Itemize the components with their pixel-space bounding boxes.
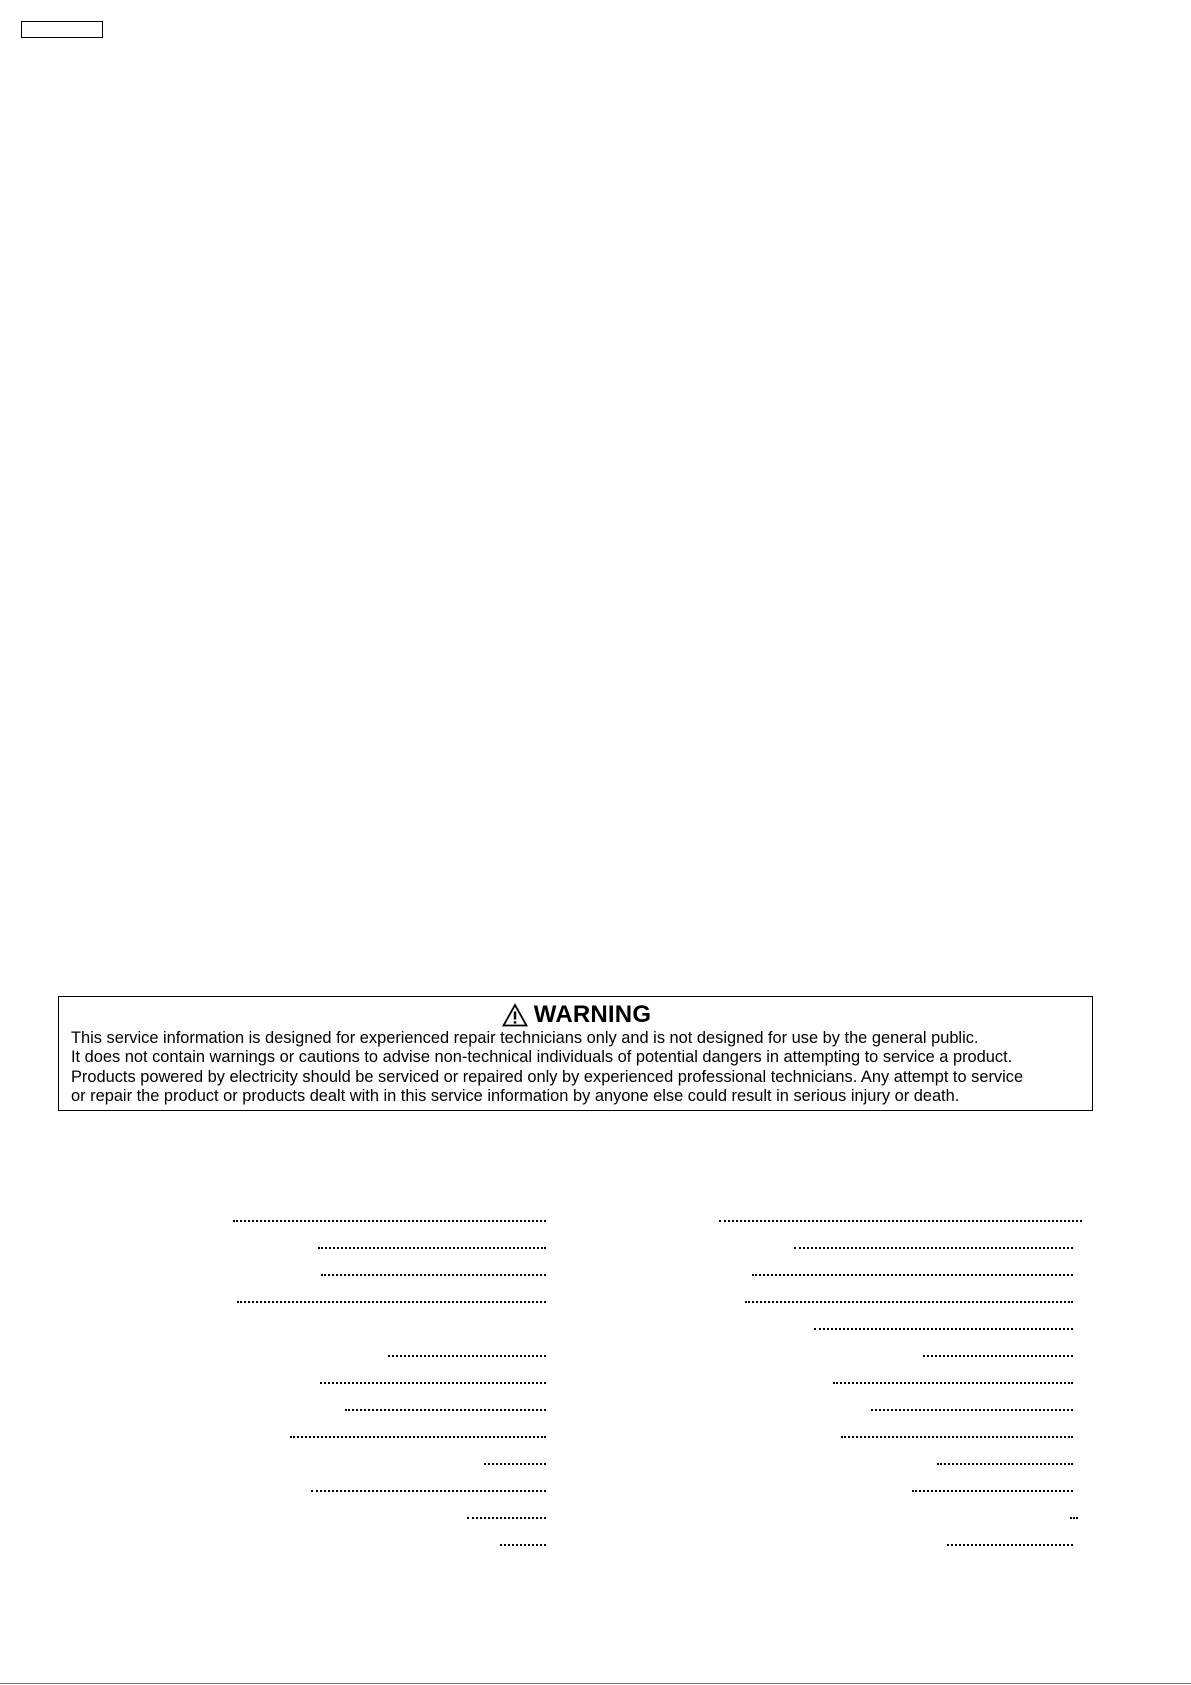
toc-leader: [833, 1382, 1073, 1384]
toc-leader: [321, 1274, 546, 1276]
toc-leader: [237, 1301, 546, 1303]
toc-leader: [745, 1301, 1073, 1303]
toc-leader: [937, 1463, 1073, 1465]
toc-leader: [871, 1409, 1073, 1411]
toc-leader: [1070, 1517, 1078, 1519]
toc-leader: [484, 1463, 546, 1465]
warning-box: [58, 996, 1093, 1111]
toc-leader: [912, 1490, 1073, 1492]
toc-leader: [794, 1247, 1073, 1249]
toc-leader: [923, 1355, 1073, 1357]
toc-leader: [752, 1274, 1073, 1276]
toc-leader: [841, 1436, 1073, 1438]
toc-leader: [947, 1544, 1073, 1546]
warning-line-1: This service information is designed for experienced repair technicians only and is not designed for use by the general public.: [71, 1029, 979, 1047]
toc-leader: [500, 1544, 546, 1546]
toc-leader: [719, 1220, 1082, 1222]
toc-leader: [318, 1247, 546, 1249]
warning-title: WARNING: [533, 1001, 652, 1028]
toc-leader: [290, 1436, 546, 1438]
warning-line-2: It does not contain warnings or cautions to advise non-technical individuals of potential dangers in attempting to service a product.: [71, 1048, 1013, 1067]
toc-leader: [467, 1517, 546, 1519]
warning-line-4: or repair the product or products dealt with in this service information by anyone else could result in serious injury or death.: [71, 1086, 960, 1105]
page-bottom-rule: [0, 1683, 1191, 1684]
toc-leader: [388, 1355, 546, 1357]
model-number-box: [21, 21, 103, 38]
toc-leader: [320, 1382, 546, 1384]
toc-leader: [233, 1220, 546, 1222]
toc-leader: [311, 1490, 546, 1492]
warning-line-3: Products powered by electricity should be serviced or repaired only by experienced professional technicians. Any attempt to service: [71, 1067, 1024, 1086]
toc-leader: [345, 1409, 546, 1411]
toc-leader: [814, 1328, 1073, 1330]
warning-triangle-icon: [502, 1003, 528, 1027]
warning-heading: [71, 1001, 1082, 1029]
